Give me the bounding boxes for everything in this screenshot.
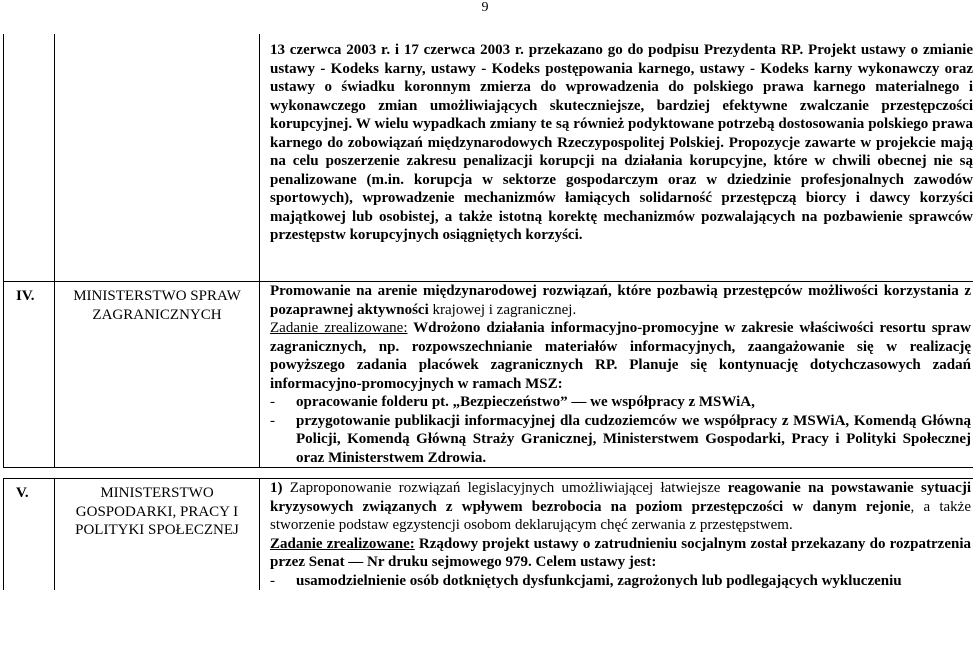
number-cell [4,282,55,468]
table-row-v [4,479,973,591]
task-realized-label: Zadanie zrealizowane: [270,535,415,552]
list-item: - opracowanie folderu pt. „Bezpieczeństwo” — we współpracy z MSWiA, [270,394,755,410]
ministry-cell [55,282,260,468]
intro-project-description: Projekt ustawy o zmianie ustawy - Kodeks karny, ustawy - Kodeks postępowania karnego, ustawy - Kodeks karny wykonawczy oraz ustawy o świadku koronnym zmierza do wprowadzenia do polskiego prawa karnego materialnego i wykonawczego zmian umożliwiających skuteczniejsze, bardziej efektywne zwalczanie przestępczości korupcyjnej. [270,42,973,132]
list-item: - przygotowanie publikacji informacyjnej dla cudzoziemców we współpracy z MSWiA, Komendą Główną Policji, Komendą Główną Straży Granicznej, Ministerstwem Gospodarki, Pracy i Polityki Społecznej oraz Ministerstwem Zdrowia. [270,412,971,466]
ministry-name: MINISTERSTWO SPRAW ZAGRANICZNYCH [73,288,241,323]
ministry-cell [55,479,260,591]
description-cell [260,282,973,468]
intro-project-goals: W wielu wypadkach zmiany te są również podyktowane potrzebą dostosowania polskiego prawa karnego do zobowiązań międzynarodowych Rzeczypospolitej Polskiej. Propozycje zawarte w projekcie mają na celu poszerzenie zakresu penalizacji korupcji na działania korupcyjne, które w chwili obecnej nie są penalizowane (m.in. korupcja w sektorze gospodarczym oraz w dziedzinie profesjonalnych zawodów sportowych), wprowadzenie mechanizmów łamiących solidarność przestępczą biorcy i dawcy korzyści majątkowej lub osobistej, a także istotną korektę mechanizmów pozwalających na pozbawienie sprawców przestępstw korupcyjnych osiągniętych korzyści. [270,116,973,243]
ministry-cell [55,34,260,282]
ministry-name: MINISTERSTWO GOSPODARKI, PRACY I POLITYKI SPOŁECZNEJ [75,485,239,538]
list-item: - usamodzielnienie osób dotkniętych dysfunkcjami, zagrożonych lub podlegających wykluczeniu [270,572,902,589]
number-cell [4,34,55,282]
page-number: 9 [481,0,489,15]
section-number: V. [16,485,29,501]
intro-paragraph [270,41,973,245]
task-paragraph: 1) Zaproponowanie rozwiązań legislacyjnych umożliwiającej łatwiejsze reagowanie na powstawanie sytuacji kryzysowych związanych z wpływem bezrobocia na poziom przestępczości w danym rejonie, a także stworzenie podstaw egzystencji osobom deklarującym chęć zerwania z przestępstwem. [270,480,971,533]
table-row-continuation [4,34,973,282]
task-paragraph: Promowanie na arenie międzynarodowej rozwiązań, które pozbawią przestępców możliwości korzystania z pozaprawnej aktywności krajowej i zagranicznej. [270,283,971,318]
description-cell [260,479,973,591]
number-cell [4,479,55,591]
task-realized-label: Zadanie zrealizowane: [270,320,408,336]
spacer-row [4,468,973,479]
table-row-iv [4,282,973,468]
task-realized-paragraph: Zadanie zrealizowane: Rządowy projekt ustawy o zatrudnieniu socjalnym został przekazany do rozpatrzenia przez Senat — Nr druku sejmowego 979. Celem ustawy jest: [270,535,971,570]
section-number: IV. [16,288,35,304]
intro-dates: 13 czerwca 2003 r. i 17 czerwca 2003 r. przekazano go do podpisu Prezydenta RP. [270,42,804,58]
task-realized-paragraph: Zadanie zrealizowane: Wdrożono działania informacyjno-promocyjne w zakresie właściwości resortu spraw zagranicznych, np. rozpowszechnianie materiałów informacyjnych, zaangażowanie się w realizację powyższego zadania placówek zagranicznych RP. Planuje się kontynuację dotychczasowych zadań informacyjno-promocyjnych w ramach MSZ: [270,320,971,392]
report-table [3,34,973,590]
description-cell [260,34,973,282]
